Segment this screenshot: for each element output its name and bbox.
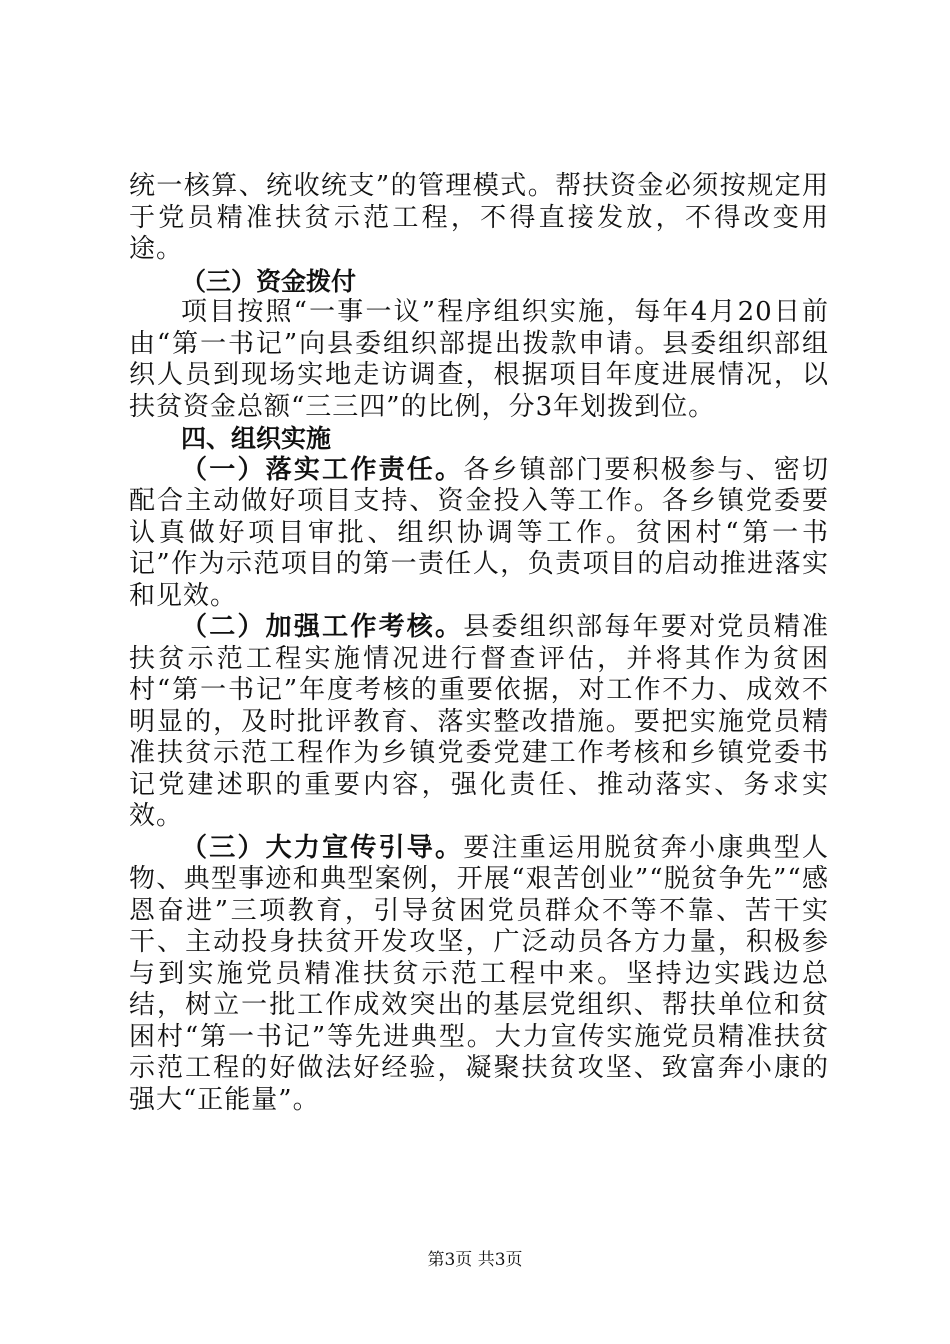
- heading-section-four: 四、组织实施: [181, 424, 332, 453]
- paragraph-assessment-lead: （二）加强工作考核。: [181, 612, 464, 642]
- paragraph-responsibility-body: 各乡镇部门要积极参与、密切配合主动做好项目支持、资金投入等工作。各乡镇党委要认真做好项目审批、组织协调等工作。贫困村“第一书记”作为示范项目的第一责任人，负责项目的启动推进落实和见效。: [129, 454, 829, 611]
- paragraph-publicity: [129, 833, 829, 1117]
- paragraph-fund-allocation: 项目按照“一事一议”程序组织实施，每年4月20日前由“第一书记”向县委组织部提出拨款申请。县委组织部组织人员到现场实地走访调查，根据项目年度进展情况，以扶贫资金总额“三三四”的比例，分3年划拨到位。: [129, 297, 829, 422]
- paragraph-assessment: [129, 612, 829, 833]
- paragraph-management-model: 统一核算、统收统支”的管理模式。帮扶资金必须按规定用于党员精准扶贫示范工程，不得直接发放，不得改变用途。: [129, 171, 829, 264]
- heading-fund-allocation: （三）资金拨付: [181, 266, 357, 296]
- paragraph-assessment-body: 县委组织部每年要对党员精准扶贫示范工程实施情况进行督查评估，并将其作为贫困村“第一书记”年度考核的重要依据，对工作不力、成效不明显的，及时批评教育、落实整改措施。要把实施党员精准扶贫示范工程作为乡镇党委党建工作考核和乡镇党委书记党建述职的重要内容，强化责任、推动落实、务求实效。: [129, 612, 829, 831]
- paragraph-publicity-lead: （三）大力宣传引导。: [181, 832, 464, 863]
- paragraph-responsibility: [129, 455, 829, 613]
- document-body: [129, 171, 829, 1116]
- paragraph-responsibility-lead: （一）落实工作责任。: [181, 454, 464, 485]
- paragraph-publicity-body: 要注重运用脱贫奔小康典型人物、典型事迹和典型案例，开展“艰苦创业”“脱贫争先”“感恩奋进”三项教育，引导贫困党员群众不等不靠、苦干实干、主动投身扶贫开发攻坚，广泛动员各方力量，积极参与到实施党员精准扶贫示范工程中来。坚持边实践边总结，树立一批工作成效突出的基层党组织、帮扶单位和贫困村“第一书记”等先进典型。大力宣传实施党员精准扶贫示范工程的好做法好经验，凝聚扶贫攻坚、致富奔小康的强大“正能量”。: [129, 832, 829, 1115]
- page-footer: 第3页 共3页: [427, 1250, 523, 1270]
